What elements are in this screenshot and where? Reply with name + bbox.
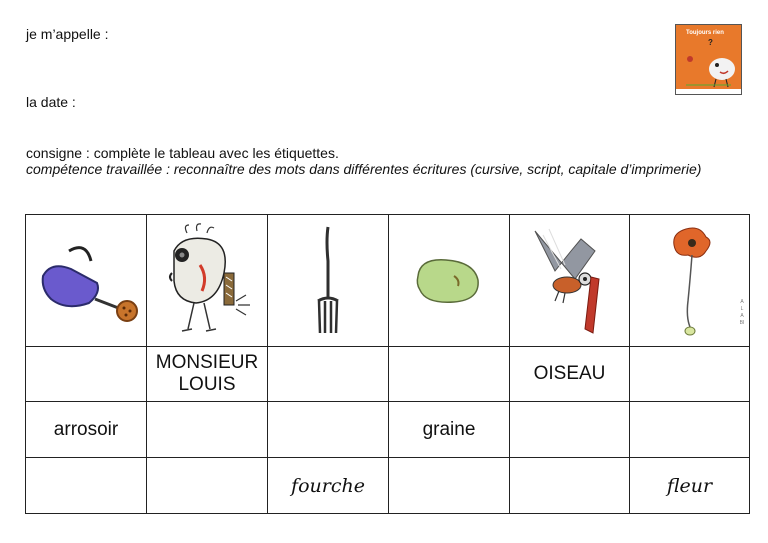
instruction-text: consigne : complète le tableau avec les étiquettes. — [26, 145, 339, 161]
table-cell — [26, 347, 147, 402]
picture-cell-seed — [389, 215, 510, 347]
table-cell — [147, 402, 268, 458]
table-cell — [26, 458, 147, 514]
monsieur-louis-icon — [152, 221, 262, 341]
table-cell — [510, 458, 630, 514]
flower-icon — [650, 221, 730, 341]
table-row — [26, 402, 750, 458]
image-credit: ALABI — [739, 299, 745, 326]
table-cell — [389, 347, 510, 402]
table-cell — [389, 458, 510, 514]
table-cell: fleur — [630, 458, 750, 514]
bird-icon — [515, 221, 625, 341]
picture-row — [26, 215, 750, 347]
competence-text: compétence travaillée : reconnaître des mots dans différentes écritures (cursive, script, capitale d’imprimerie) — [26, 161, 702, 177]
table-cell: arrosoir — [26, 402, 147, 458]
table-cell: fourche — [268, 458, 389, 514]
picture-cell-monsieur-louis — [147, 215, 268, 347]
table-row — [26, 458, 750, 514]
book-cover-title: Toujours rien — [686, 30, 724, 36]
seed-icon — [404, 246, 494, 316]
table-row — [26, 347, 750, 402]
picture-cell-watering-can — [26, 215, 147, 347]
name-label: je m’appelle : — [26, 26, 109, 42]
book-cover-mark: ? — [708, 38, 713, 47]
date-label: la date : — [26, 94, 76, 110]
table-cell — [630, 402, 750, 458]
book-cover-thumbnail — [675, 24, 742, 95]
table-cell — [630, 347, 750, 402]
table-cell: MONSIEUR LOUIS — [147, 347, 268, 402]
picture-cell-bird — [510, 215, 630, 347]
table-cell — [268, 402, 389, 458]
picture-cell-fork — [268, 215, 389, 347]
table-cell — [268, 347, 389, 402]
table-cell — [510, 402, 630, 458]
fork-icon — [298, 221, 358, 341]
table-cell: OISEAU — [510, 347, 630, 402]
watering-can-icon — [31, 231, 141, 331]
word-table — [25, 214, 750, 514]
table-cell: graine — [389, 402, 510, 458]
table-cell — [147, 458, 268, 514]
picture-cell-flower — [630, 215, 750, 347]
